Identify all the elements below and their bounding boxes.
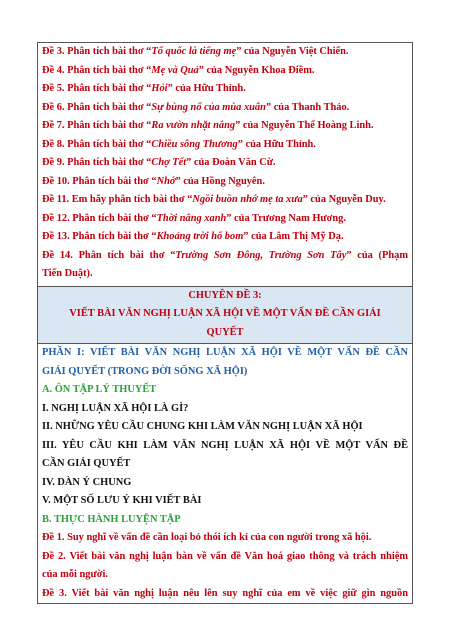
list-item: Đề 8. Phân tích bài thơ “Chiều sông Thương” của Hữu Thỉnh. [42,138,316,150]
list-item: Đề 14. Phân tích bài thơ “Trường Sơn Đông, Trường Sơn Tây” của (Phạm [42,249,408,261]
list-item: Đề 5. Phân tích bài thơ “Hỏi” của Hữu Thỉnh. [42,83,246,94]
theory-item-continuation: CẦN GIẢI QUYẾT [42,458,131,469]
practice-item-continuation: của mỗi người. [42,569,108,580]
theory-item: I. NGHỊ LUẬN XÃ HỘI LÀ GÌ? [42,402,189,414]
list-item: Đề 12. Phân tích bài thơ “Thời nắng xanh” của Trương Nam Hương. [42,212,346,224]
practice-item: Đề 1. Suy nghĩ về vấn đề cần loại bỏ thói ích kỉ của con người trong xã hội. [42,532,372,543]
list-item: Đề 6. Phân tích bài thơ “Sự bùng nổ của mùa xuân” của Thanh Thảo. [42,101,350,113]
list-item: Đề 13. Phân tích bài thơ “Khoảng trời hố bom” của Lâm Thị Mỹ Dạ. [42,231,344,242]
document-table [37,42,413,604]
list-item-continuation: Tiến Duật). [42,268,93,279]
chapter-content [38,344,412,603]
practice-item: Đề 2. Viết bài văn nghị luận bàn về vấn đề Văn hoá giao thông và trách nhiệm [42,550,408,562]
list-item: Đề 9. Phân tích bài thơ “Chợ Tết” của Đoàn Văn Cừ. [42,157,276,168]
theory-item: IV. DÀN Ý CHUNG [42,476,132,488]
theory-item: V. MỘT SỐ LƯU Ý KHI VIẾT BÀI [42,495,202,506]
part-heading: PHẦN I: VIẾT BÀI VĂN NGHỊ LUẬN XÃ HỘI VỀ MỘT VẤN ĐỀ CẦN [42,347,408,358]
poem-analysis-list [38,43,412,286]
list-item: Đề 7. Phân tích bài thơ “Ra vườn nhặt nắng” của Nguyễn Thế Hoàng Linh. [42,120,374,131]
list-item: Đề 3. Phân tích bài thơ “Tổ quốc là tiếng mẹ” của Nguyễn Việt Chiến. [42,46,349,57]
chapter-title: VIẾT BÀI VĂN NGHỊ LUẬN XÃ HỘI VỀ MỘT VẤN ĐỀ CẦN GIẢI [69,308,381,319]
chapter-number: CHUYÊN ĐỀ 3: [188,289,262,301]
section-heading: A. ÔN TẬP LÝ THUYẾT [42,384,157,395]
list-item: Đề 4. Phân tích bài thơ “Mẹ và Quả” của Nguyễn Khoa Điềm. [42,64,315,76]
chapter-title-continuation: QUYẾT [206,326,244,338]
part-heading-continuation: GIẢI QUYẾT (TRONG ĐỜI SỐNG XÃ HỘI) [42,365,248,377]
section-heading: B. THỰC HÀNH LUYỆN TẬP [42,513,181,525]
list-item: Đề 11. Em hãy phân tích bài thơ “Ngồi buồn nhớ mẹ ta xưa” của Nguyễn Duy. [42,194,386,205]
list-item: Đề 10. Phân tích bài thơ “Nhớ” của Hồng Nguyên. [42,175,265,187]
theory-item: II. NHỮNG YÊU CẦU CHUNG KHI LÀM VĂN NGHỊ LUẬN XÃ HỘI [42,421,363,432]
theory-item: III. YÊU CẦU KHI LÀM VĂN NGHỊ LUẬN XÃ HỘI VỀ MỘT VẤN ĐỀ [42,439,408,451]
practice-item: Đề 3. Viết bài văn nghị luận nêu lên suy nghĩ của em về việc giữ gìn nguồn [42,587,408,599]
chapter-heading [38,286,412,345]
